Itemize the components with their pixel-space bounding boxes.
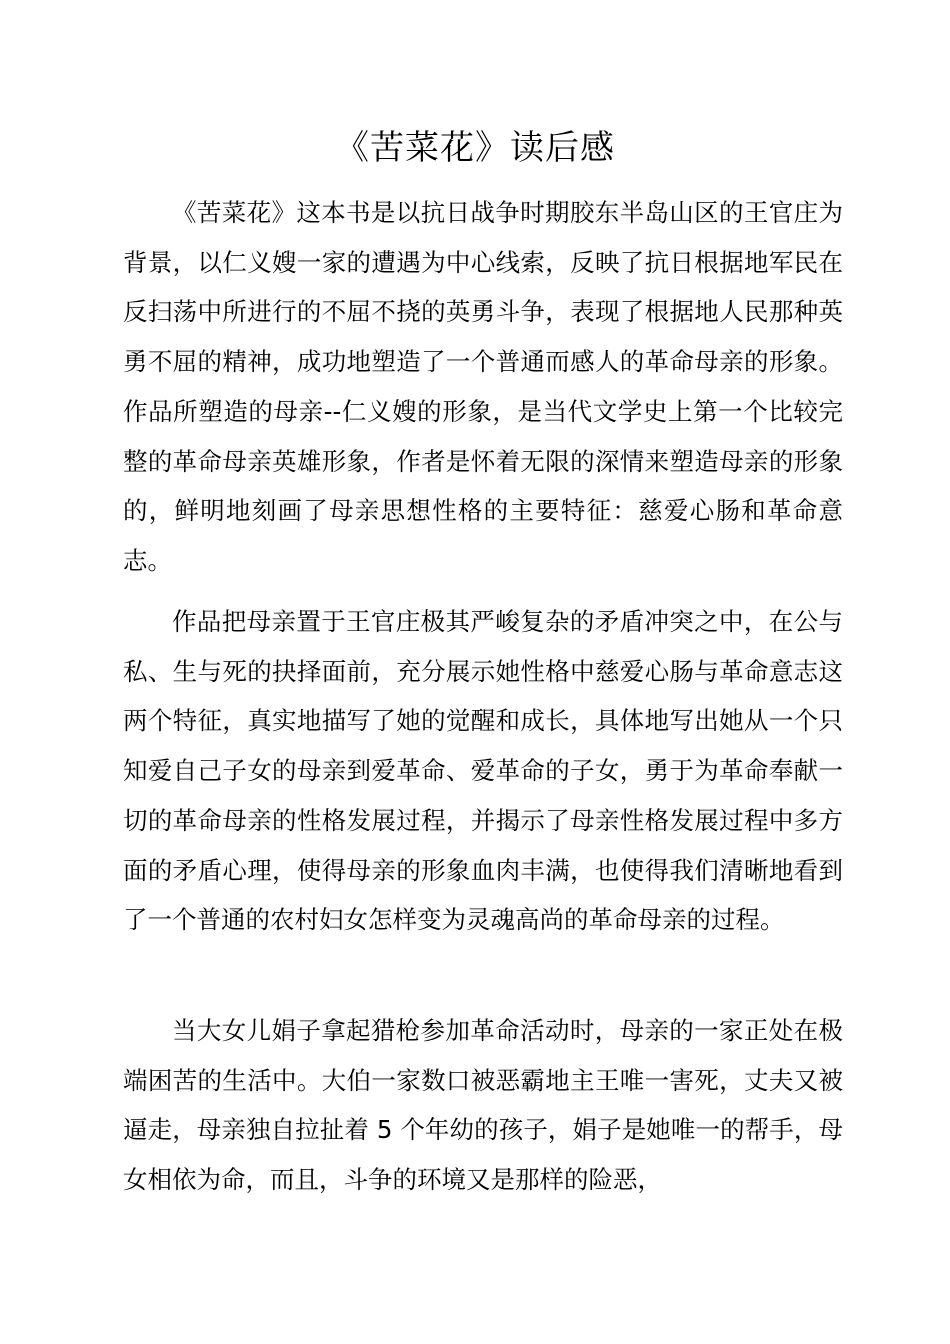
paragraph-1: 《苦菜花》这本书是以抗日战争时期胶东半岛山区的王官庄为背景，以仁义嫂一家的遭遇为中心线索，反映了抗日根据地军民在反扫荡中所进行的不屈不挠的英勇斗争，表现了根据地人民那种英勇不屈的精神，成功地塑造了一个普通而感人的革命母亲的形象。作品所塑造的母亲--仁义嫂的形象，是当代文学史上第一个比较完整的革命母亲英雄形象，作者是怀着无限的深情来塑造母亲的形象的，鲜明地刻画了母亲思想性格的主要特征：慈爱心肠和革命意志。 (123, 198, 843, 575)
paragraph-3: 当大女儿娟子拿起猎枪参加革命活动时，母亲的一家正处在极端困苦的生活中。大伯一家数口被恶霸地主王唯一害死，丈夫又被逼走，母亲独自拉扯着 5 个年幼的孩子，娟子是她唯一的帮手，母女相依为命，而且，斗争的环境又是那样的险恶， (123, 1016, 843, 1195)
paragraph-2: 作品把母亲置于王官庄极其严峻复杂的矛盾冲突之中，在公与私、生与死的抉择面前，充分展示她性格中慈爱心肠与革命意志这两个特征，真实地描写了她的觉醒和成长，具体地写出她从一个只知爱自己子女的母亲到爱革命、爱革命的子女，勇于为革命奉献一切的革命母亲的性格发展过程，并揭示了母亲性格发展过程中多方面的矛盾心理，使得母亲的形象血肉丰满，也使得我们清晰地看到了一个普通的农村妇女怎样变为灵魂高尚的革命母亲的过程。 (123, 607, 843, 935)
document-title: 《苦菜花》读后感 (335, 128, 615, 168)
